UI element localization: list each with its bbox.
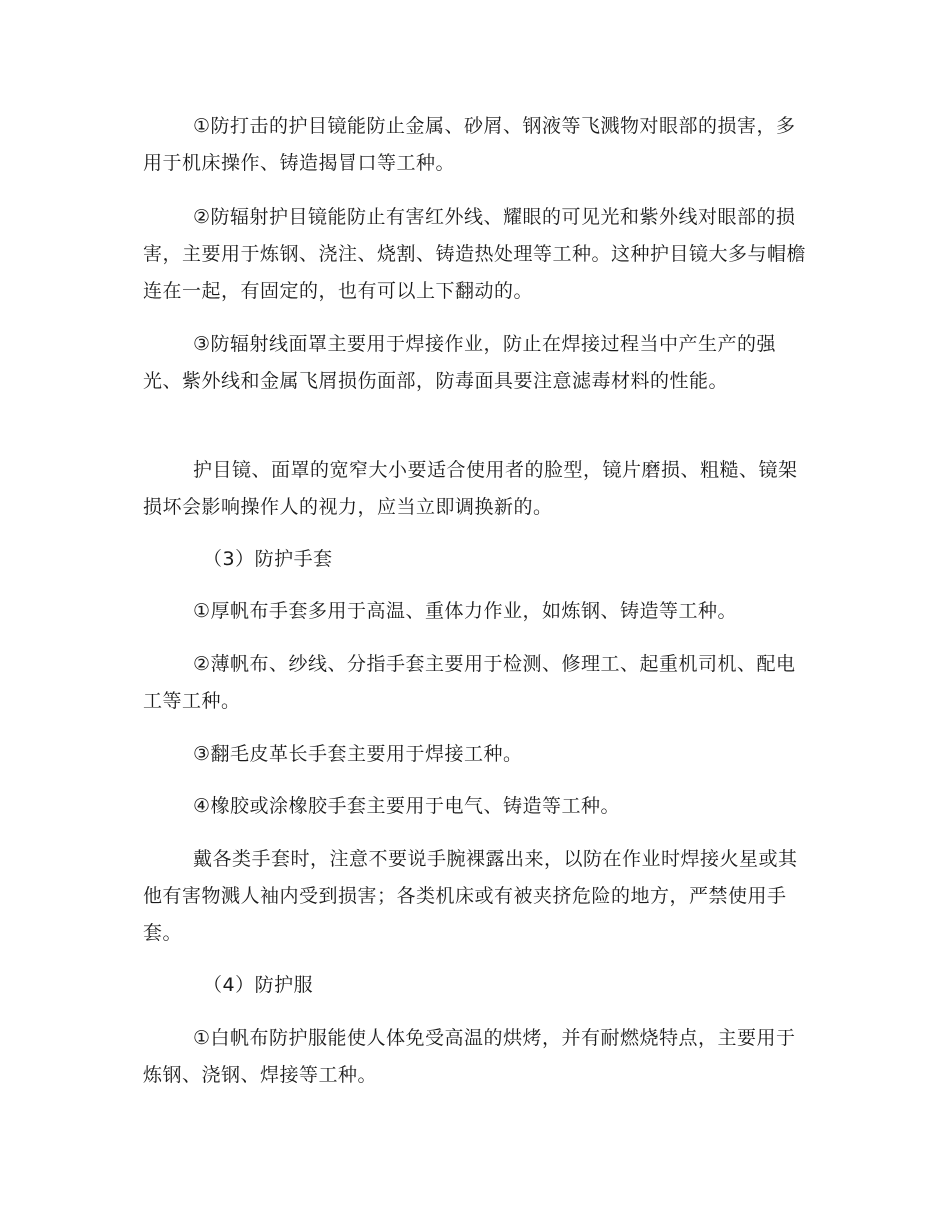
section-heading-protective-clothing: （4）防护服 [203, 974, 314, 996]
paragraph-gloves-warning: 戴各类手套时，注意不要说手腕裸露出来，以防在作业时焊接火星或其他有害物溅人袖内受到损害；各类机床或有被夹挤危险的地方，严禁使用手套。 [143, 848, 798, 944]
paragraph-clothing-canvas: ①白帆布防护服能使人体免受高温的烘烤，并有耐燃烧特点，主要用于炼钢、浇钢、焊接等工种。 [143, 1027, 796, 1086]
paragraph-gloves-canvas-thin: ②薄帆布、纱线、分指手套主要用于检测、修理工、起重机司机、配电工等工种。 [143, 653, 796, 712]
paragraph-gloves-leather: ③翻毛皮革长手套主要用于焊接工种。 [193, 743, 523, 765]
paragraph-goggle-fit-note: 护目镜、面罩的宽窄大小要适合使用者的脸型，镜片磨损、粗糙、镜架损坏会影响操作人的视力，应当立即调换新的。 [143, 459, 798, 518]
paragraph-goggles-radiation: ②防辐射护目镜能防止有害红外线、耀眼的可见光和紫外线对眼部的损害，主要用于炼钢、浇注、烧割、铸造热处理等工种。这种护目镜大多与帽檐连在一起，有固定的，也有可以上下翻动的。 [143, 206, 807, 302]
paragraph-gloves-rubber: ④橡胶或涂橡胶手套主要用于电气、铸造等工种。 [193, 795, 621, 817]
paragraph-gloves-canvas-thick: ①厚帆布手套多用于高温、重体力作业，如炼钢、铸造等工种。 [193, 600, 738, 622]
section-heading-gloves: （3）防护手套 [203, 548, 333, 570]
paragraph-welding-mask: ③防辐射线面罩主要用于焊接作业，防止在焊接过程当中产生产的强光、紫外线和金属飞屑损伤面部，防毒面具要注意滤毒材料的性能。 [143, 333, 777, 392]
paragraph-goggles-impact: ①防打击的护目镜能防止金属、砂屑、钢液等飞溅物对眼部的损害，多用于机床操作、铸造揭冒口等工种。 [143, 115, 796, 174]
